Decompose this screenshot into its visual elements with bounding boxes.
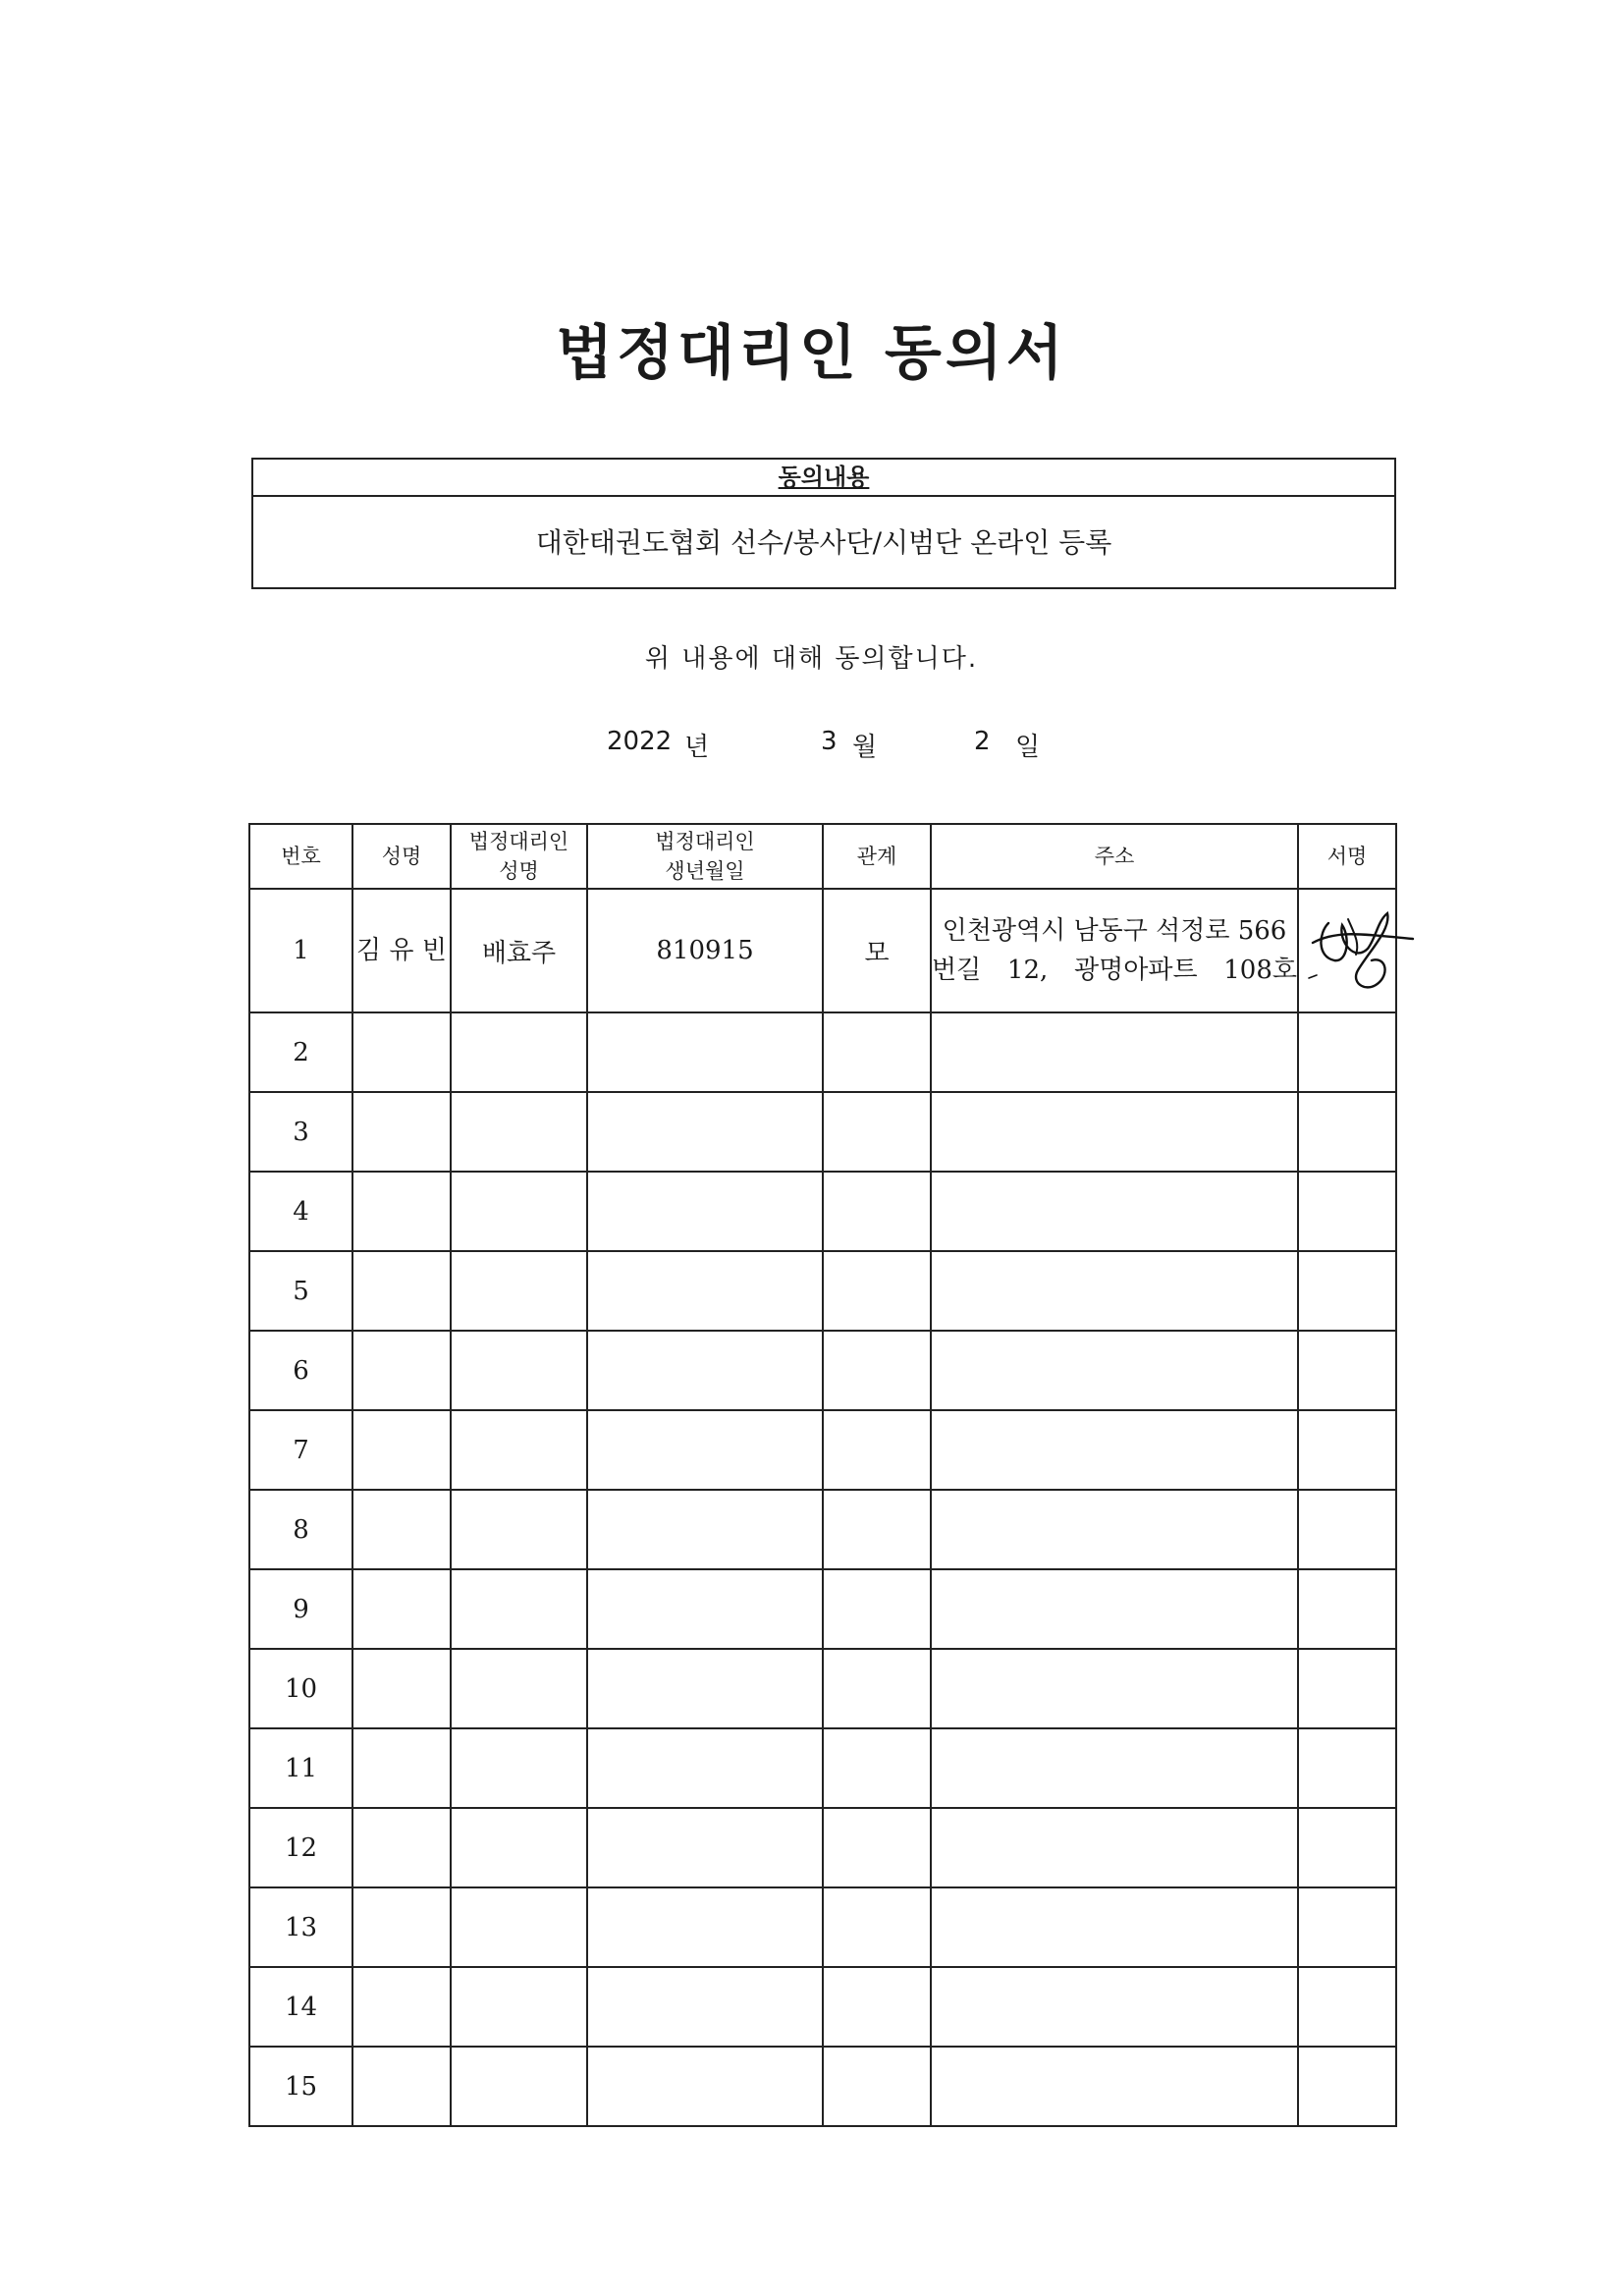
cell-address [931,1728,1298,1808]
cell-guardian-name [451,1808,587,1887]
cell-name [352,1967,451,2047]
cell-name [352,1092,451,1172]
consent-content-box [251,458,1396,589]
cell-address [931,2047,1298,2126]
cell-address [931,1172,1298,1251]
guardian-table [248,823,1397,2127]
cell-signature [1298,1172,1396,1251]
cell-relation [823,1410,931,1490]
cell-no: 5 [249,1251,352,1331]
cell-signature [1298,1490,1396,1569]
cell-no: 8 [249,1490,352,1569]
cell-signature [1298,1967,1396,2047]
date-month-unit: 월 [852,733,878,762]
cell-guardian-birth [587,1887,823,1967]
cell-relation [823,1967,931,2047]
cell-name [352,1887,451,1967]
cell-guardian-name [451,1490,587,1569]
cell-name [352,2047,451,2126]
cell-guardian-birth [587,1728,823,1808]
cell-guardian-name: 배효주 [451,889,587,1012]
cell-guardian-birth [587,1808,823,1887]
cell-guardian-name [451,1967,587,2047]
cell-signature [1298,1410,1396,1490]
cell-relation [823,1887,931,1967]
table-row [249,1012,1396,1092]
cell-address [931,1887,1298,1967]
cell-address [931,1251,1298,1331]
cell-relation [823,1808,931,1887]
header-guardian-name [451,824,587,889]
table-row [249,1092,1396,1172]
table-row [249,1649,1396,1728]
cell-no: 13 [249,1887,352,1967]
cell-no: 4 [249,1172,352,1251]
header-guardian-name-line1: 법정대리인 [468,830,569,853]
cell-name [352,1410,451,1490]
cell-relation [823,2047,931,2126]
date-day-unit: 일 [1015,733,1041,762]
cell-address [931,1649,1298,1728]
consent-content-header: 동의내용 [253,460,1394,497]
cell-name [352,1569,451,1649]
cell-address: 인천광역시 남동구 석정로 566번길 12, 광명아파트 108호 [931,889,1298,1012]
table-row [249,1490,1396,1569]
cell-signature [1298,1728,1396,1808]
cell-guardian-name [451,1728,587,1808]
cell-guardian-birth [587,1331,823,1410]
date-month: 3 [821,727,838,756]
table-row [249,2047,1396,2126]
cell-signature [1298,1887,1396,1967]
cell-relation [823,1728,931,1808]
header-guardian-birth-line1: 법정대리인 [655,830,755,853]
cell-guardian-name [451,1092,587,1172]
cell-guardian-birth [587,1172,823,1251]
cell-name: 김 유 빈 [352,889,451,1012]
cell-no: 15 [249,2047,352,2126]
table-row [249,1331,1396,1410]
table-row [249,1728,1396,1808]
date-year: 2022 [607,727,673,756]
cell-no: 6 [249,1331,352,1410]
header-no: 번호 [249,824,352,889]
header-name: 성명 [352,824,451,889]
table-header-row [249,824,1396,889]
table-row [249,1569,1396,1649]
cell-signature [1298,1808,1396,1887]
table-row [249,1172,1396,1251]
cell-relation [823,1251,931,1331]
cell-guardian-birth [587,1569,823,1649]
cell-signature [1298,1649,1396,1728]
cell-no: 12 [249,1808,352,1887]
cell-no: 10 [249,1649,352,1728]
cell-guardian-name [451,1410,587,1490]
cell-guardian-birth [587,1012,823,1092]
cell-relation [823,1490,931,1569]
cell-no: 2 [249,1012,352,1092]
cell-signature [1298,1012,1396,1092]
cell-guardian-name [451,1649,587,1728]
table-row [249,1251,1396,1331]
cell-address [931,1331,1298,1410]
cell-address [931,1569,1298,1649]
cell-address [931,1967,1298,2047]
cell-signature [1298,1092,1396,1172]
header-signature: 서명 [1298,824,1396,889]
cell-guardian-birth [587,1649,823,1728]
cell-relation [823,1331,931,1410]
cell-name [352,1172,451,1251]
cell-name [352,1808,451,1887]
header-guardian-birth-line2: 생년월일 [665,859,745,883]
cell-name [352,1728,451,1808]
cell-name [352,1012,451,1092]
table-row [249,1808,1396,1887]
cell-address [931,1808,1298,1887]
cell-address [931,1490,1298,1569]
cell-signature [1298,2047,1396,2126]
cell-guardian-name [451,1569,587,1649]
document-title: 법정대리인 동의서 [556,319,1067,388]
cell-guardian-name [451,1331,587,1410]
cell-guardian-name [451,1887,587,1967]
cell-address [931,1092,1298,1172]
cell-guardian-birth [587,2047,823,2126]
cell-guardian-name [451,1251,587,1331]
handwritten-signature [1299,900,1427,998]
cell-name [352,1649,451,1728]
cell-relation [823,1092,931,1172]
cell-no: 7 [249,1410,352,1490]
cell-relation [823,1172,931,1251]
cell-guardian-name [451,1012,587,1092]
cell-address [931,1410,1298,1490]
cell-name [352,1490,451,1569]
table-row [249,1967,1396,2047]
table-row [249,1410,1396,1490]
header-relation: 관계 [823,824,931,889]
cell-relation [823,1649,931,1728]
header-guardian-name-line2: 성명 [499,859,539,883]
cell-no: 3 [249,1092,352,1172]
cell-guardian-birth [587,1092,823,1172]
header-address: 주소 [931,824,1298,889]
cell-signature [1298,889,1396,1012]
agreement-statement: 위 내용에 대해 동의합니다. [644,644,979,674]
cell-guardian-birth [587,1967,823,2047]
cell-guardian-birth [587,1410,823,1490]
table-row [249,1887,1396,1967]
table-row [249,889,1396,1012]
consent-content-body: 대한태권도협회 선수/봉사단/시범단 온라인 등록 [535,526,1112,559]
cell-guardian-birth [587,1251,823,1331]
cell-no: 11 [249,1728,352,1808]
cell-signature [1298,1331,1396,1410]
cell-guardian-name [451,2047,587,2126]
cell-signature [1298,1251,1396,1331]
date-year-unit: 년 [684,733,710,762]
cell-no: 14 [249,1967,352,2047]
cell-name [352,1331,451,1410]
cell-no: 1 [249,889,352,1012]
cell-guardian-name [451,1172,587,1251]
header-guardian-birth [587,824,823,889]
cell-guardian-birth: 810915 [587,889,823,1012]
cell-signature [1298,1569,1396,1649]
cell-address [931,1012,1298,1092]
cell-name [352,1251,451,1331]
date-day: 2 [974,727,991,756]
cell-no: 9 [249,1569,352,1649]
cell-relation: 모 [823,889,931,1012]
cell-guardian-birth [587,1490,823,1569]
cell-relation [823,1012,931,1092]
cell-relation [823,1569,931,1649]
